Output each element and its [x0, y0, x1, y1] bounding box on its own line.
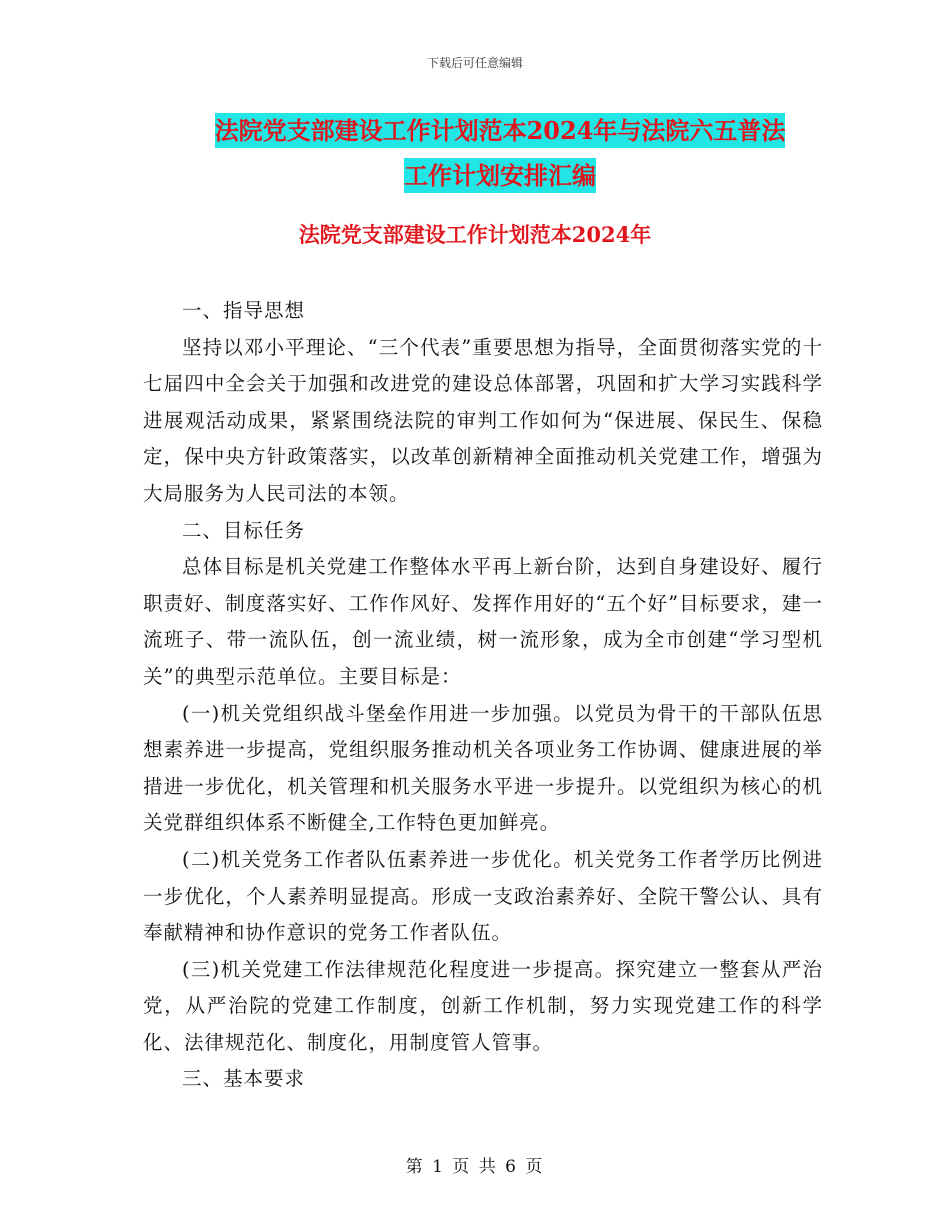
- paragraph: 坚持以邓小平理论、“三个代表”重要思想为指导，全面贯彻落实党的十七届四中全会关于加强和改进党的建设总体部署，巩固和扩大学习实践科学进展观活动成果，紧紧围绕法院的审判工作如何为“保进展、保民生、保稳定，保中央方针政策落实，以改革创新精神全面推动机关党建工作，增强为大局服务为人民司法的本领。: [143, 335, 823, 505]
- page-number: 第 1 页 共 6 页: [405, 1157, 545, 1177]
- paragraph: (二)机关党务工作者队伍素养进一步优化。机关党务工作者学历比例进一步优化，个人素养明显提高。形成一支政治素养好、全院干警公认、具有奉献精神和协作意识的党务工作者队伍。: [143, 847, 823, 945]
- document-title: [140, 108, 860, 198]
- header-note: 下载后可任意编辑: [426, 56, 523, 70]
- document-body: [143, 293, 823, 1098]
- paragraph: (一)机关党组织战斗堡垒作用进一步加强。以党员为骨干的干部队伍思想素养进一步提高，党组织服务推动机关各项业务工作协调、健康进展的举措进一步优化，机关管理和机关服务水平进一步提升。以党组织为核心的机关党群组织体系不断健全,工作特色更加鲜亮。: [143, 701, 823, 835]
- title-line-2: 工作计划安排汇编: [404, 158, 596, 193]
- heading-guiding-ideology: 一、指导思想: [182, 299, 306, 322]
- section-subtitle: 法院党支部建设工作计划范本2024年: [298, 222, 652, 247]
- title-line-1: 法院党支部建设工作计划范本2024年与法院六五普法: [215, 113, 786, 148]
- heading-basic-requirements: 三、基本要求: [182, 1067, 306, 1091]
- paragraph: 总体目标是机关党建工作整体水平再上新台阶，达到自身建设好、履行职责好、制度落实好、工作作风好、发挥作用好的“五个好”目标要求，建一流班子、带一流队伍，创一流业绩，树一流形象，成为全市创建“学习型机关”的典型示范单位。主要目标是：: [143, 555, 823, 688]
- paragraph: (三)机关党建工作法律规范化程度进一步提高。探究建立一整套从严治党，从严治院的党建工作制度，创新工作机制，努力实现党建工作的科学化、法律规范化、制度化，用制度管人管事。: [143, 957, 823, 1054]
- heading-goals-tasks: 二、目标任务: [182, 518, 306, 542]
